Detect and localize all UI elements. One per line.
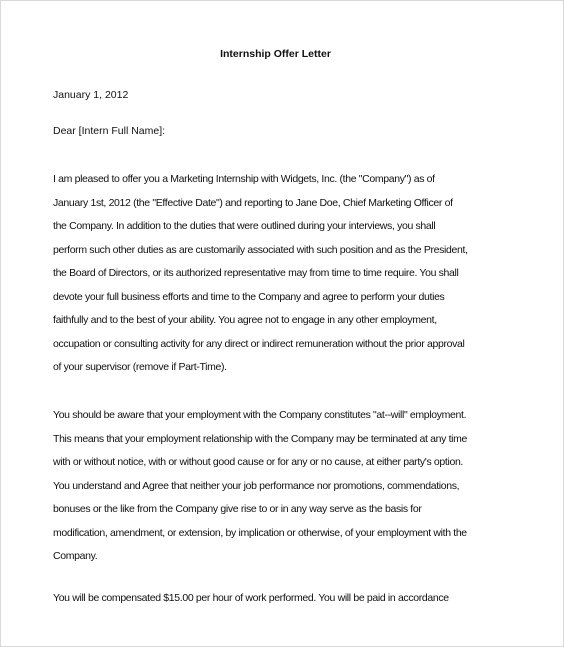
- text-line: perform such other duties as are customarily associated with such position and as the President,: [53, 243, 468, 256]
- text-line: faithfully and to the best of your ability. You agree not to engage in any other employment,: [53, 314, 437, 326]
- text-line: occupation or consulting activity for any direct or indirect remuneration without the prior approval: [53, 337, 465, 350]
- text-line: January 1st, 2012 (the "Effective Date") and reporting to Jane Doe, Chief Marketing Officer of: [53, 196, 453, 209]
- letter-date: January 1, 2012: [53, 89, 129, 101]
- text-line: of your supervisor (remove if Part-Time).: [53, 361, 227, 373]
- text-line: with or without notice, with or without good cause or for any or no cause, at either party's option.: [53, 456, 463, 468]
- text-line: I am pleased to offer you a Marketing Internship with Widgets, Inc. (the "Company") as of: [53, 173, 435, 185]
- text-line: You will be compensated $15.00 per hour of work performed. You will be paid in accordance: [53, 592, 449, 604]
- text-line: bonuses or the like from the Company give rise to or in any way serve as the basis for: [53, 503, 422, 515]
- paragraph-duties: [53, 168, 501, 380]
- text-line: modification, amendment, or extension, by implication or otherwise, of your employment with the: [53, 526, 467, 539]
- text-line: You should be aware that your employment with the Company constitutes "at--will" employment.: [53, 409, 467, 421]
- paragraph-compensation: [53, 587, 501, 611]
- text-line: You understand and Agree that neither your job performance nor promotions, commendations,: [53, 479, 460, 492]
- text-line: Company.: [53, 550, 98, 562]
- document-title: Internship Offer Letter: [220, 48, 331, 60]
- paragraph-at-will: [53, 404, 501, 569]
- text-line: the Company. In addition to the duties that were outlined during your interviews, you shall: [53, 220, 436, 232]
- text-line: the Board of Directors, or its authorized representative may from time to time require. You shall: [53, 267, 459, 279]
- text-line: devote your full business efforts and time to the Company and agree to perform your duties: [53, 290, 445, 303]
- text-line: This means that your employment relationship with the Company may be terminated at any time: [53, 432, 468, 445]
- salutation: Dear [Intern Full Name]:: [53, 125, 166, 137]
